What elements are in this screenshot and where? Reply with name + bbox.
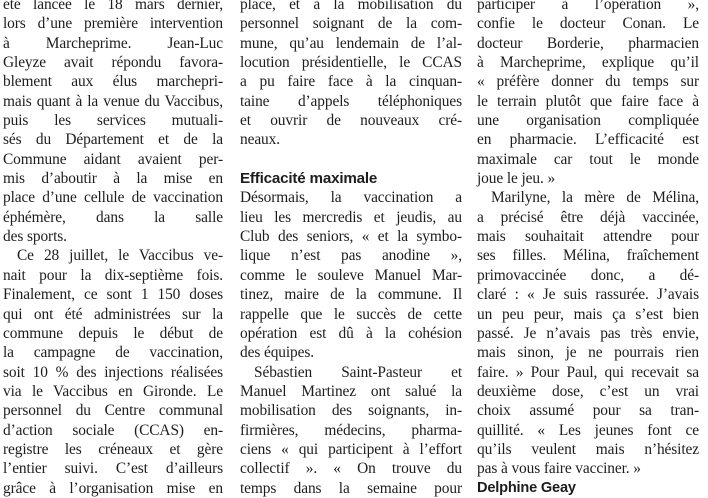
text-line: place d’une cellule de vaccination [3, 189, 223, 207]
text-line: registre les créneaux et gère [3, 440, 223, 458]
text-line: primovaccinée donc, a dé- [477, 266, 699, 284]
text-line: d’action sociale (CCAS) en- [3, 421, 223, 439]
text-line: deuxième dose, c’est un vrai [477, 382, 699, 400]
text-line: soit 10 % des injections réalisées [3, 363, 223, 381]
text-line: maximale car tout le monde [477, 150, 699, 168]
text-line: Sébastien Saint-Pasteur et [254, 363, 462, 381]
paragraph [3, 0, 223, 246]
text-line: Commune aidant avaient per- [3, 150, 223, 168]
text-line: via le Vaccibus en Gironde. Le [3, 382, 223, 400]
text-line: la campagne de vaccination, [3, 344, 223, 362]
text-line: sés du Département et de la [3, 131, 223, 149]
text-line: en pharmacie. L’efficacité est [477, 131, 699, 149]
text-line: mune, qu’au lendemain de l’al- [240, 34, 462, 52]
text-line: locution présidentielle, le CCAS [240, 54, 462, 72]
text-line: mais quant à la venue du Vaccibus, [3, 92, 223, 110]
text-line: opération est dû à la cohésion [240, 324, 462, 342]
text-line: commune depuis le début de [3, 324, 223, 342]
text-line: temps dans la semaine pour [240, 479, 462, 497]
text-line: docteur Borderie, pharmacien [477, 34, 699, 52]
text-line: Gleyze avait répondu favora- [3, 54, 223, 72]
text-line: collectif ». « On trouve du [240, 460, 462, 478]
text-line: ciens « qui participent à l’effort [240, 440, 462, 458]
section-subheading: Efficacité maximale [240, 170, 378, 188]
paragraph [477, 0, 699, 188]
text-line: le terrain plutôt que faire face à [477, 92, 699, 110]
text-line: lique n’est pas anodine », [240, 247, 462, 265]
text-line: mais souhaitait attendre pour [477, 228, 699, 246]
text-line: une organisation compliquée [477, 112, 699, 130]
text-line: passé. Je n’avais pas très envie, [477, 324, 699, 342]
text-line: des équipes. [240, 344, 315, 362]
text-line: lieu les mercredis et jeudis, au [240, 208, 462, 226]
text-line: neaux. [240, 131, 280, 149]
text-line: mis d’aboutir à la mise en [3, 170, 223, 188]
text-line: a précisé être déjà vaccinée, [477, 208, 699, 226]
text-line: quillité. « Les jeunes font ce [477, 421, 699, 439]
text-line: qu’ils veulent mais n’hésitez [477, 440, 699, 458]
text-line: des sports. [3, 228, 67, 246]
text-line: blement aux élus marchepri- [3, 73, 223, 91]
paragraph [240, 363, 462, 498]
text-line: lors d’une première intervention [3, 15, 223, 33]
paragraph [477, 188, 699, 478]
text-line: qui ont été administrées sur la [3, 305, 223, 323]
text-line: faire. » Pour Paul, qui recevait sa [477, 363, 699, 381]
text-line: place, et à la mobilisation du [240, 0, 462, 13]
text-line: Désormais, la vaccination a [240, 189, 462, 207]
text-line: a pu faire face à la cinquan- [240, 73, 462, 91]
text-line: Club des seniors, « et la symbo- [240, 228, 462, 246]
article-column-3 [477, 0, 699, 498]
text-line: Finalement, ce sont 1 150 doses [3, 286, 223, 304]
text-line: nait pour la dix-septième fois. [3, 266, 223, 284]
text-line: puis les services mutuali- [3, 112, 223, 130]
text-line: « préfère donner du temps sur [477, 73, 699, 91]
article-column-1 [3, 0, 223, 498]
text-line: participer à l’opération », [477, 0, 699, 13]
paragraph [240, 0, 462, 150]
text-line: choix assumé pour sa tran- [477, 402, 699, 420]
text-line: Ce 28 juillet, le Vaccibus ve- [17, 247, 223, 265]
text-line: un peu peur, mais ça s’est bien [477, 305, 699, 323]
text-line: confie le docteur Conan. Le [477, 15, 699, 33]
text-line: Manuel Martinez ont salué la [240, 382, 462, 400]
text-line: personnel soignant de la com- [240, 15, 462, 33]
text-line: été lancée le 18 mars dernier, [3, 0, 223, 13]
text-line: et ouvrir de nouveaux cré- [240, 112, 462, 130]
text-line: éphémère, dans la salle [3, 208, 223, 226]
text-line: claré : « Je suis rassurée. J’avais [477, 286, 699, 304]
text-line: à Marcheprime, explique qu’il [477, 54, 699, 72]
text-line: taine d’appels téléphoniques [240, 92, 462, 110]
text-line: à Marcheprime. Jean-Luc [3, 34, 223, 52]
article-column-2 [240, 0, 462, 498]
paragraph [240, 188, 462, 362]
text-line: mais sinon, je ne pourrais rien [477, 344, 699, 362]
text-line: Marilyne, la mère de Mélina, [491, 189, 699, 207]
text-line: mobilisation des soignants, in- [240, 402, 462, 420]
text-line: ses filles. Mélina, fraîchement [477, 247, 699, 265]
text-line: personnel du Centre communal [3, 402, 223, 420]
spacer [240, 150, 462, 169]
paragraph [3, 246, 223, 497]
text-line: l’entier suivi. C’est d’ailleurs [3, 460, 223, 478]
text-line: joue le jeu. » [477, 170, 556, 188]
text-line: grâce à l’organisation mise en [3, 479, 223, 497]
text-line: rappelle que le succès de cette [240, 305, 462, 323]
text-line: tinez, maire de la commune. Il [240, 286, 462, 304]
text-line: firmières, médecins, pharma- [240, 421, 462, 439]
text-line: pas à vous faire vacciner. » [477, 460, 641, 478]
text-line: comme le souleve Manuel Mar- [240, 266, 462, 284]
author-byline: Delphine Geay [477, 479, 576, 496]
